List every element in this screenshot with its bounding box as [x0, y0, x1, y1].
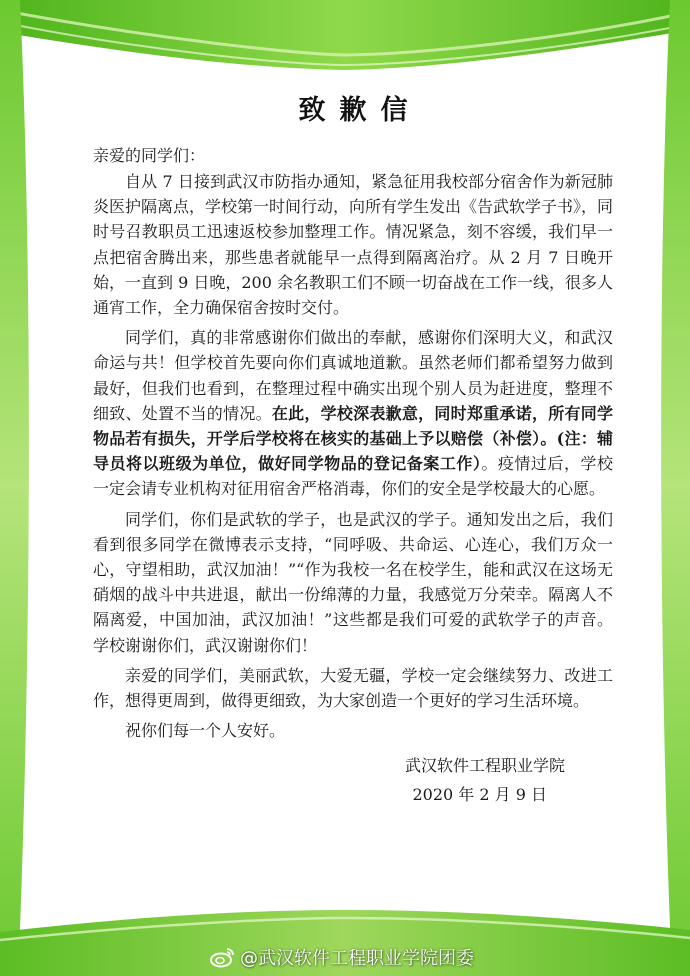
paragraph-2-part-3: 。疫情过后，学校一定会请专业机构对征用宿舍严格消毒，你们的安全是学校最大的心愿。 [93, 454, 613, 499]
letter-body [93, 88, 613, 808]
paragraph-1: 自从 7 日接到武汉市防指办通知，紧急征用我校部分宿舍作为新冠肺炎医护隔离点，学校第一时间行动，向所有学生发出《告武软学子书》，同时号召教职员工迅速返校参加整理工作。情况紧急，刻不容缓，我们早一点把宿舍腾出来，那些患者就能早一点得到隔离治疗。从 2 月 7 日晚开始，一直到 9 日晚，200 余名教职工们不顾一切奋战在工作一线，很多人通宵工作，全力确保宿舍按时交付。 [93, 172, 614, 318]
paragraph-closing: 祝你们每一个人安好。 [125, 721, 286, 741]
watermark-text: @武汉软件工程职业学院团委 [240, 948, 474, 969]
weibo-logo-icon [210, 946, 236, 968]
signature-organization: 武汉软件工程职业学院 [404, 756, 565, 776]
weibo-watermark [210, 944, 474, 970]
letter-title: 致歉信 [298, 95, 422, 126]
paragraph-2 [93, 325, 613, 501]
paragraph-2-bold-commitment: 在此，学校深表歉意，同时郑重承诺，所有同学物品若有损失，开学后学校将在核实的基础上予以赔偿（补偿）。(注：辅导员将以班级为单位，做好同学物品的登记备案工作） [93, 403, 613, 474]
paragraph-3: 同学们，你们是武软的学子，也是武汉的学子。通知发出之后，我们看到很多同学在微博表示支持，“同呼吸、共命运、心连心，我们万众一心，守望相助，武汉加油！”“作为我校一名在校学生，能和武汉在这场无硝烟的战斗中共进退，献出一份绵薄的力量，我感觉万分荣幸。隔离人不隔离爱，中国加油，武汉加油！”这些都是我们可爱的武软学子的声音。学校谢谢你们，武汉谢谢你们！ [93, 509, 613, 655]
paragraph-2-part-1: 同学们，真的非常感谢你们做出的奉献，感谢你们深明大义，和武汉命运与共！但学校首先要向你们真诚地道歉。虽然老师们都希望努力做到最好，但我们也看到，在整理过程中确实出现个别人员为赶进度，整理不细致、处置不当的情况。 [93, 328, 613, 423]
salutation: 亲爱的同学们： [93, 146, 206, 165]
signature-date: 2020 年 2 月 9 日 [412, 785, 547, 805]
paragraph-4: 亲爱的同学们，美丽武软，大爱无疆，学校一定会继续努力、改进工作，想得更周到，做得更细致，为大家创造一个更好的学习生活环境。 [93, 665, 613, 711]
